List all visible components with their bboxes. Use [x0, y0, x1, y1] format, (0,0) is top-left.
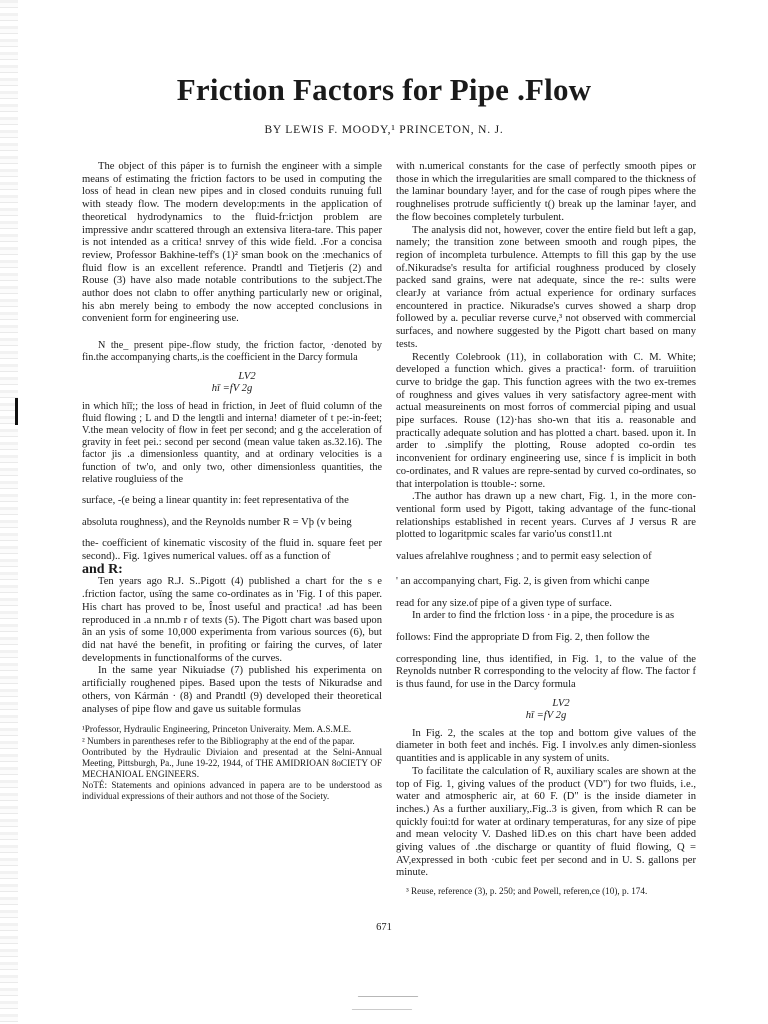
paragraph-laminar: with n.umerical constants for the case of perfectly smooth pipes or those in which the irregularities are small compared to the thickness of the laminar boundary !ayer, and for the case of rough pipes where the roughnelises protrude sufficiently t() break up the laminar !ayer, and the flow becoines completely turbulent.: [396, 161, 696, 223]
paragraph-pigott: Ten years ago R.J. S..Pigott (4) published a chart for the s e .friction factor, usïng the same co-ordinates as in 'Fig. I of this paper. His chart has proved to be, Înost useful and practica! .ad has been reproduced in .a nn.mb r of texts (5). The Pigott chart was based upon ân an ysis of some 10,000 experimenta from various sources (6), but did nat havé the benefit, in profiting or fairing the curves, of later developments in functionalforms of the curves.: [82, 576, 382, 664]
intro-paragraph: The object of this páper is to furnish the engineer with a simple means of estimating the friction factors to be used in computing the loss of head in clean new pipes and in closed conduits runuing full with steady flow. The modern develop:ments in the application of theoretical hydrodynamics to the fluid-fr:ictjon problem are impressive andır scattered through an extensiva litera-tare. This paper is not intended as a critica! snrvey of this wide field. .For a concisa review, Professor Bakhine-teff's (1)² sman book on the :mechanics of fluid flow is an excellent reference. Prandtl and Tietjeris (2) and Rouse (3) have also made notable contributions to the subject.The author does not clabn to offer anything particularly new or original, his abn merely being to embody the now accepted conclusions in convenient form for engineering use.: [82, 161, 382, 325]
paragraph-reynolds: absoluta roughness), and the Reynolds number R = Vþ (v being: [82, 516, 352, 528]
paragraph-auxiliary: To facilitate the calculation of R, auxiliary scales are shown at the top of Fig. 1, giving values of the product (VD") for two fluids, i.e., water and atmospheric air, at 60 F. (D" is the inside diameter in inches.) As a further auxiliary,.Fig..3 is given, from which R can be quickly foui:td for water at ordinary temperaturas, for any size of pipe and mean velocity V. Dashed liD.es on this chart have been added giving values of .the discharge or quantity of fluid flowing, Q = AV,expressed in both ·cubic feet per second and in U. S. gallons per minute.: [396, 765, 696, 879]
paragraph-procedure: In arder to find the frlction loss · in a pipe, the procedure is as: [412, 610, 675, 622]
paragraph-roughness: values afrelahlve roughness ; and to permit easy selection of: [396, 551, 652, 563]
right-column: [396, 161, 696, 897]
scan-artifact: [352, 996, 419, 1010]
paragraph-corresponding: corresponding line, thus identified, in Fig. 1, to the value of the Reynolds nutnber R corresponding to the velocity af flow. The factor f is thus faund, for use in the Darcy formula: [396, 653, 696, 691]
paragraph-nikuradse: In the same year Nikuiadse (7) published his experimenta on artificially roughened pipes. Based upon the tests of Nikuradse and others, von Kármán · (8) and Prandtl (9) developed their theoretical analyses of pipe flow and gave us suitable formulas: [82, 665, 382, 715]
footnote-2: ² Numbers in parentheses refer to the Bibliography at the end of the papar.: [82, 735, 355, 746]
paragraph-and-r: and R:: [82, 561, 123, 577]
page-number: 671: [376, 922, 392, 933]
paragraph-new-chart: .The author has drawn up a new chart, Fig. 1, in the more con-ventional form used by Pigott, taking advantage of the func-tional relationships established in recent years. Curves af J versus R are plotted to logaritpmic scales far vario'us const11.nt: [396, 491, 696, 541]
footnote-1: ¹Professor, Hydraulic Engineering, Princeton Univeraity. Mem. A.S.M.E.: [82, 724, 352, 735]
equation-numerator: LV2: [238, 370, 256, 382]
paragraph-fig2: ' an accompanying chart, Fig. 2, is given from whichi canpe: [396, 575, 650, 587]
author-byline: BY LEWIS F. MOODY,¹ PRINCETON, N. J.: [264, 124, 504, 136]
footnote-4: NoTÉ: Statements and opinions advanced in papera are to be understood as individual expressions of their authors and not those of the Society.: [82, 780, 382, 801]
equation-body: hī =fV 2g: [525, 709, 567, 721]
paragraph-definitions: in which hīī;; the loss of head in friction, in Jeet of fluid column of the fluid flowing ; L and D the lengtli and interna! diameter of t pe:-in-feet; V.the mean velocity of flow in feet per second; and g the acceleration of gravity in feet pei.: second per second (mean value taken as.32.16). The factor jis .a dimensionless quantity, and at ordinary velocities is a function of tw'o, and only two, other dimensionless quantities, the relative rougluiess of the: [82, 400, 382, 485]
left-column: [82, 161, 382, 802]
footnote-3-right: ³ Reuse, reference (3), p. 250; and Powell, referen,ce (10), p. 174.: [406, 886, 648, 897]
paragraph-viscosity: the- coefficient of kinematic viscosity of the fluid in. square feet per second).. Fig. 1gives numerical values. off as a function of: [82, 538, 382, 563]
paper-title: Friction Factors for Pipe .Flow: [176, 72, 592, 107]
paragraph-gap: The analysis did not, however, cover the entire field but left a gap, namely; the transition zone between smooth and rough pipes, the region of incompleta turbulence. Attempts to fill this gap by the use of.Nikuradse's resulta for artificial roughness produced by closely packed sand grains, were nat adequate, since the re-: sults were clearJy at variance fróm actual experience for ordinary surfaces encountered in practice. Nikuradse's curves showed a sharp drop followed by a. peculiar reverse curve,³ not observed with commercial surfaces, and nowhere suggested by the Pigott chart based on many tests.: [396, 224, 696, 350]
paragraph-surface: surface, -(e being a linear quantity in: feet representativa of the: [82, 494, 349, 506]
footnotes: [82, 724, 382, 801]
equation-body: hī =fV 2g: [211, 382, 253, 394]
paragraph-follows: follows: Find the appropriate D from Fig. 2, then follow the: [396, 631, 650, 643]
paragraph-read: read for any size.of pipe of a given type of surface.: [396, 597, 612, 609]
paragraph-scales: In Fig. 2, the scales at the top and bottom give values of the diameter in both feet and inchés. Fig. I involv.es anly dimen-sionless quantities and is applicable in any system of units.: [396, 727, 696, 765]
equation-numerator: LV2: [552, 697, 570, 709]
margin-mark: [15, 398, 18, 425]
scanned-page-edge: [0, 0, 18, 1024]
darcy-equation-repeat: [396, 698, 696, 722]
footnote-3: Oontributed by the Hydraulic Diviaion and presentad at the Selni-Annual Meeting, Pittsburgh, Pa., June 19-22, 1944, of THE AMIDRIOAN 8oCIETY OF MECHANIOAL ENGINEERS.: [82, 747, 382, 779]
paragraph-colebrook: Recently Colebrook (11), in collaboration with C. M. White; developed a function which. gives a practica!· form. of traruiition curve to bridge the gap. This function agrees with the two ex-tremes of roughness and gives values ih very satisfactory agree-ment with actual measureinents on most forros of commercial piping and usual pipe surfaces. Rouse (12)·has sho-wn that itis a. reasonable and practically adequate solution and has plotted a chart. based. upon it. In arder to .simplify the plotting, Rouse adopted co-ordin tes inconvenient for ordinary engineering use, since f is implicit in both co-ordinates, and R values are repre-sentad by curved co-ordinates, so that interpolation is ttouble-: sorne.: [396, 351, 696, 490]
paragraph-darcy-intro: N the_ present pipe-.flow study, the friction factor, ·denoted by fin.the accompanying charts,.is the coefficient in the Darcy formula: [82, 340, 382, 364]
darcy-equation: [82, 371, 382, 395]
